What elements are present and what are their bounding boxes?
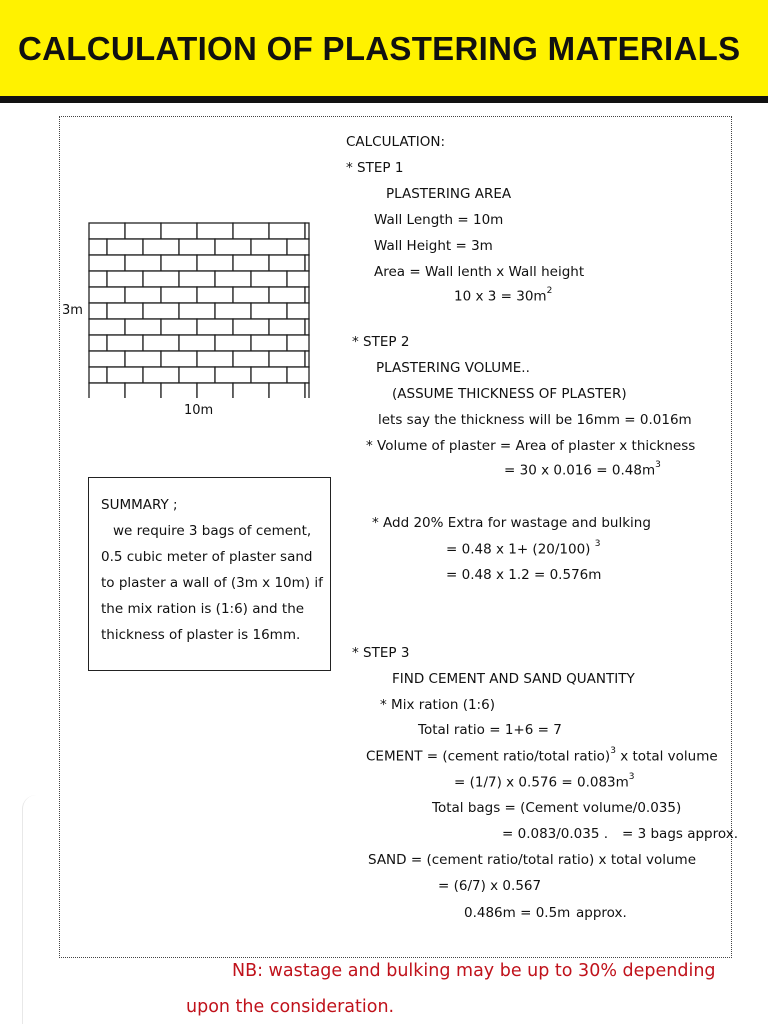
brick	[89, 303, 107, 319]
mix-ratio-line: * Mix ration (1:6)	[380, 697, 495, 713]
brick	[305, 319, 309, 335]
extra-calc-line: = 0.48 x 1+ (20/100) $^3$	[446, 539, 601, 558]
step1-title: * STEP 1	[346, 160, 404, 176]
brick	[89, 367, 107, 383]
step2-subtitle: PLASTERING VOLUME..	[376, 360, 530, 376]
calculation-heading: CALCULATION:	[346, 134, 446, 150]
brick	[179, 335, 215, 351]
brick	[89, 239, 107, 255]
brick	[197, 255, 233, 271]
brick	[107, 271, 143, 287]
page-edge-mark	[22, 795, 37, 1024]
brick	[89, 351, 125, 367]
brick	[107, 367, 143, 383]
brick	[161, 287, 197, 303]
brick-wall-diagram	[88, 222, 310, 398]
brick	[197, 351, 233, 367]
area-formula-line: Area = Wall lenth x Wall height	[374, 264, 585, 280]
brick	[179, 367, 215, 383]
assume-thickness-line: (ASSUME THICKNESS OF PLASTER)	[392, 386, 627, 402]
brick	[89, 223, 125, 239]
title-banner	[0, 0, 768, 96]
step3-subtitle: FIND CEMENT AND SAND QUANTITY	[392, 671, 635, 687]
brick	[125, 223, 161, 239]
thickness-line: lets say the thickness will be 16mm = 0.016m	[378, 412, 692, 428]
area-result-line: 10 x $3 = 30m^2$	[454, 286, 553, 305]
brick	[143, 335, 179, 351]
brick	[269, 351, 305, 367]
summary-line: to plaster a wall of (3m x 10m) if	[101, 575, 323, 591]
brick	[89, 319, 125, 335]
wall-width-label: 10m	[184, 403, 214, 418]
footnote-line-2: upon the consideration.	[186, 997, 395, 1017]
brick	[305, 287, 309, 303]
brick	[89, 383, 125, 398]
brick	[197, 383, 233, 398]
brick	[215, 335, 251, 351]
extra-result-line: = 0.48 x 1.2 = 0.576m	[446, 567, 602, 583]
brick	[251, 367, 287, 383]
brick	[233, 223, 269, 239]
brick	[233, 383, 269, 398]
brick	[305, 255, 309, 271]
brick	[251, 335, 287, 351]
brick	[215, 367, 251, 383]
extra-wastage-line: * Add 20% Extra for wastage and bulking	[372, 515, 651, 531]
brick	[269, 319, 305, 335]
wall-height-label: 3m	[62, 303, 83, 318]
brick	[125, 383, 161, 398]
brick	[143, 271, 179, 287]
brick	[269, 255, 305, 271]
brick	[215, 239, 251, 255]
page-title: CALCULATION OF PLASTERING MATERIALS	[18, 30, 741, 67]
brick	[269, 383, 305, 398]
brick	[179, 303, 215, 319]
brick	[107, 239, 143, 255]
brick	[305, 351, 309, 367]
brick	[161, 223, 197, 239]
brick	[287, 367, 309, 383]
cement-calc-line: = (1/7) x $0.576 = 0.083m^3$	[454, 772, 635, 791]
brick	[287, 239, 309, 255]
brick	[233, 255, 269, 271]
brick	[143, 303, 179, 319]
brick	[233, 319, 269, 335]
brick	[161, 255, 197, 271]
brick	[89, 255, 125, 271]
summary-heading: SUMMARY ;	[101, 497, 178, 513]
total-ratio-line: Total ratio = 1+6 = 7	[418, 722, 562, 738]
title-divider	[0, 96, 768, 103]
step2-title: * STEP 2	[352, 334, 410, 350]
brick	[179, 271, 215, 287]
brick	[161, 383, 197, 398]
step1-subtitle: PLASTERING AREA	[386, 186, 512, 202]
sand-calc-line: = (6/7) x 0.567	[438, 878, 542, 894]
brick	[233, 287, 269, 303]
brick	[305, 223, 309, 239]
wall-length-line: Wall Length = 10m	[374, 212, 504, 228]
brick	[89, 287, 125, 303]
brick	[251, 239, 287, 255]
bags-calc-line: = 0.083/0.035 .	[502, 826, 609, 842]
brick	[251, 271, 287, 287]
summary-line: thickness of plaster is 16mm.	[101, 627, 301, 643]
brick	[233, 351, 269, 367]
brick	[215, 271, 251, 287]
summary-line: we require 3 bags of cement,	[113, 523, 312, 539]
brick	[197, 223, 233, 239]
brick	[305, 383, 309, 398]
volume-result-line: = 30 x $0.016 = 0.48m^3$	[504, 460, 661, 479]
brick	[125, 351, 161, 367]
summary-line: the mix ration is (1:6) and the	[101, 601, 305, 617]
summary-line: 0.5 cubic meter of plaster sand	[101, 549, 313, 565]
footnote-line-1: NB: wastage and bulking may be up to 30% depending	[232, 961, 716, 981]
brick	[125, 255, 161, 271]
brick	[197, 287, 233, 303]
sand-formula-line: SAND = (cement ratio/total ratio) x total volume	[368, 852, 697, 868]
step3-title: * STEP 3	[352, 645, 410, 661]
sand-result-line: 0.486m = 0.5m	[464, 905, 571, 921]
brick	[89, 335, 107, 351]
brick	[197, 319, 233, 335]
brick	[161, 319, 197, 335]
wall-height-line: Wall Height = 3m	[374, 238, 493, 254]
brick	[143, 239, 179, 255]
brick	[287, 271, 309, 287]
brick	[287, 335, 309, 351]
brick	[215, 303, 251, 319]
brick	[107, 335, 143, 351]
brick	[251, 303, 287, 319]
brick	[143, 367, 179, 383]
brick	[125, 287, 161, 303]
brick	[89, 271, 107, 287]
brick	[269, 287, 305, 303]
sand-approx-label: approx.	[576, 905, 627, 921]
brick	[107, 303, 143, 319]
brick	[161, 351, 197, 367]
brick	[269, 223, 305, 239]
brick	[125, 319, 161, 335]
brick	[287, 303, 309, 319]
bags-formula-line: Total bags = (Cement volume/0.035)	[432, 800, 682, 816]
volume-formula-line: * Volume of plaster = Area of plaster x thickness	[366, 438, 696, 454]
brick	[179, 239, 215, 255]
cement-formula-line: CEMENT = (cement ratio/total ratio)$^3$ x total volume	[366, 746, 718, 765]
bags-result-line: = 3 bags approx.	[622, 826, 739, 842]
